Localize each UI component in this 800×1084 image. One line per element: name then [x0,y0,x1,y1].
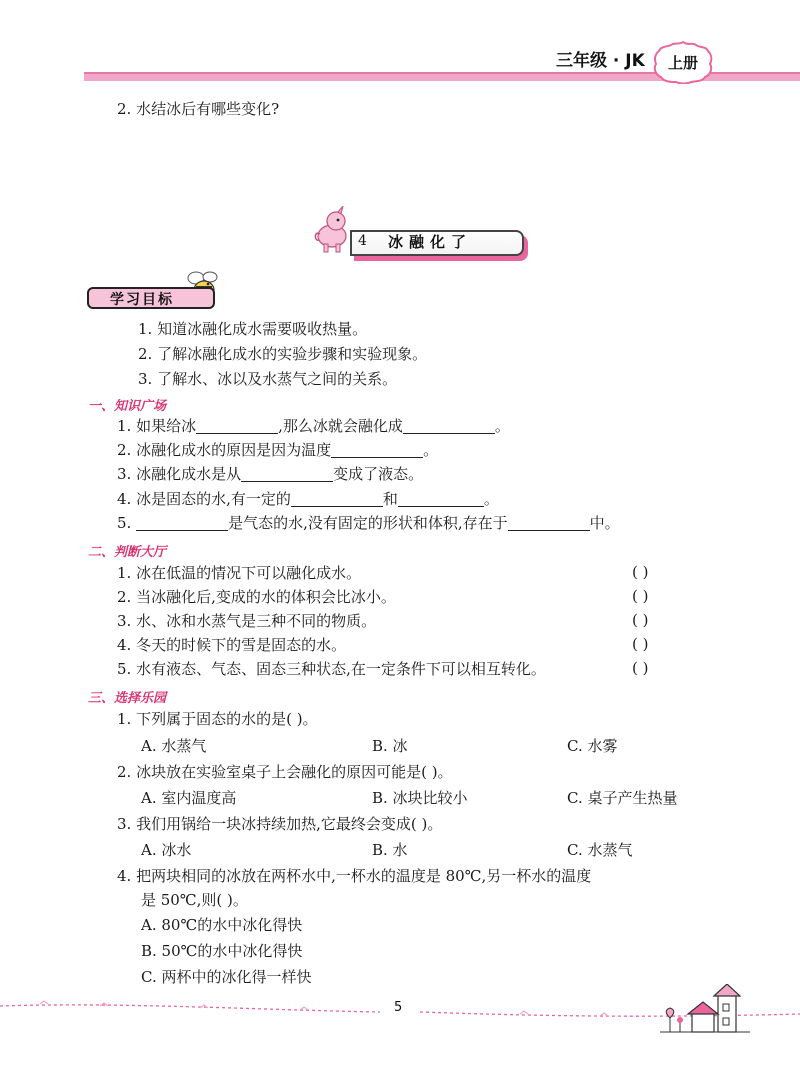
fill-item-4: 4. 冰是固态的水,有一定的 和 。 [117,490,499,508]
goal-item: 1. 知道冰融化成水需要吸收热量。 [138,320,368,338]
answer-blank[interactable] [241,466,333,482]
previous-question: 2. 水结冰后有哪些变化? [117,100,280,118]
choice-option-a[interactable]: A. 80℃的水中冰化得快 [141,916,303,934]
section-2-title: 二、判断大厅 [88,545,167,560]
goal-item: 3. 了解水、冰以及水蒸气之间的关系。 [138,370,398,388]
grade-label: 三年级 · JK [556,51,645,71]
choice-option-b[interactable]: B. 冰 [372,737,408,755]
choice-question-2: 2. 冰块放在实验室桌子上会融化的原因可能是( )。 [117,763,453,781]
unicorn-icon [310,206,354,254]
answer-parentheses[interactable]: ( ) [632,611,649,629]
answer-blank[interactable] [196,418,278,434]
page-number: 5 [394,1000,403,1015]
goal-item: 2. 了解冰融化成水的实验步骤和实验现象。 [138,345,428,363]
judge-item: 3. 水、冰和水蒸气是三种不同的物质。 [117,612,377,630]
choice-question-1: 1. 下列属于固态的水的是( )。 [117,710,318,728]
judge-item: 1. 冰在低温的情况下可以融化成水。 [117,564,362,582]
choice-option-a[interactable]: A. 冰水 [141,841,192,859]
answer-blank[interactable] [403,418,495,434]
house-decoration-icon [660,984,750,1034]
choice-question-4-line1: 4. 把两块相同的冰放在两杯水中,一杯水的温度是 80℃,另一杯水的温度 [117,867,592,885]
choice-option-b[interactable]: B. 冰块比较小 [372,789,468,807]
choice-question-3: 3. 我们用锅给一块冰持续加热,它最终会变成( )。 [117,815,443,833]
answer-blank[interactable] [331,442,423,458]
lesson-title: 冰融化了 [388,233,473,251]
choice-option-b[interactable]: B. 水 [372,841,408,859]
answer-parentheses[interactable]: ( ) [632,635,649,653]
judge-item: 5. 水有液态、气态、固态三种状态,在一定条件下可以相互转化。 [117,660,546,678]
answer-blank[interactable] [291,491,383,507]
judge-item: 4. 冬天的时候下的雪是固态的水。 [117,636,347,654]
lesson-number: 4 [358,233,367,249]
answer-blank[interactable] [136,515,228,531]
fill-item-5: 5. 是气态的水,没有固定的形状和体积,存在于 中。 [117,514,620,532]
choice-option-c[interactable]: C. 水蒸气 [567,841,633,859]
fill-item-3: 3. 冰融化成水是从 变成了液态。 [117,465,424,483]
choice-question-4-line2: 是 50℃,则( )。 [141,891,248,909]
choice-option-b[interactable]: B. 50℃的水中冰化得快 [141,942,303,960]
goals-title: 学习目标 [110,292,174,308]
answer-parentheses[interactable]: ( ) [632,587,649,605]
choice-option-c[interactable]: C. 桌子产生热量 [567,789,678,807]
fill-item-2: 2. 冰融化成水的原因是因为温度 。 [117,441,439,459]
choice-option-a[interactable]: A. 室内温度高 [141,789,237,807]
volume-label: 上册 [667,54,698,72]
answer-blank[interactable] [398,491,484,507]
answer-blank[interactable] [508,515,590,531]
answer-parentheses[interactable]: ( ) [632,563,649,581]
answer-parentheses[interactable]: ( ) [632,659,649,677]
choice-option-c[interactable]: C. 两杯中的冰化得一样快 [141,968,312,986]
section-3-title: 三、选择乐园 [88,691,167,706]
choice-option-a[interactable]: A. 水蒸气 [141,737,207,755]
fill-item-1: 1. 如果给冰 ,那么冰就会融化成 。 [117,417,510,435]
judge-item: 2. 当冰融化后,变成的水的体积会比冰小。 [117,588,396,606]
choice-option-c[interactable]: C. 水雾 [567,737,618,755]
section-1-title: 一、知识广场 [88,399,167,414]
